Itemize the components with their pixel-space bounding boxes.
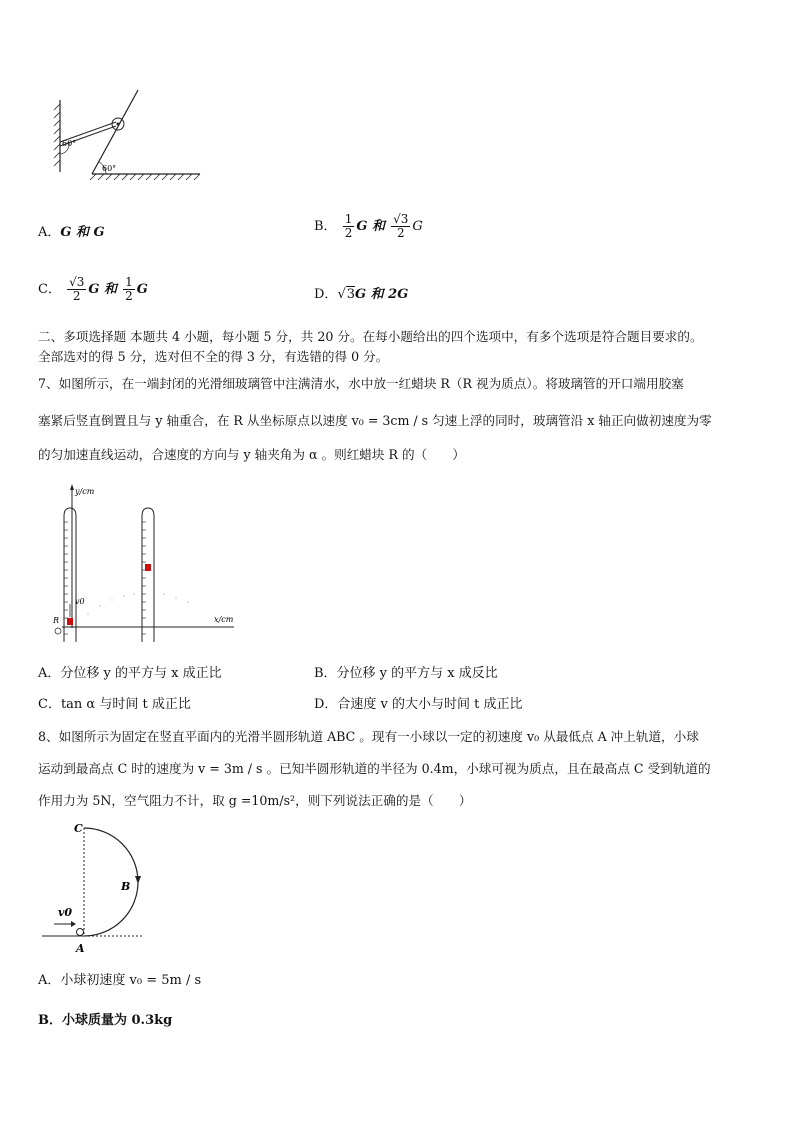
q7-line2: 塞紧后竖直倒置且与 y 轴重合，在 R 从坐标原点以速度 v₀ = 3cm / s 匀速上浮的同时，玻璃管沿 x 轴正向做初速度为零 bbox=[38, 413, 712, 428]
q7-option-c: C．tan α 与时间 t 成正比 bbox=[38, 697, 191, 712]
fraction-sqrt3-half: $\frac{√3}{2}$ bbox=[393, 212, 409, 240]
q8-line1: 8、如图所示为固定在竖直平面内的光滑半圆形轨道 ABC 。现有一小球以一定的初速度 v₀ 从最低点 A 冲上轨道，小球 bbox=[38, 729, 699, 744]
point-b-label: B bbox=[121, 880, 131, 893]
angle-floor-label: 60° bbox=[102, 164, 117, 173]
q6-option-c: C． $\frac{√3}{2}$ G 和 $\frac{1}{2}$ G bbox=[38, 275, 148, 303]
q8-line3: 作用力为 5N，空气阻力不计，取 g =10m/s²，则下列说法正确的是（ ） bbox=[38, 793, 472, 808]
y-axis-label: y/cm bbox=[75, 487, 95, 496]
q7-line1: 7、如图所示，在一端封闭的光滑细玻璃管中注满清水，水中放一红蜡块 R（R 视为质点）。将玻璃管的开口端用胶塞 bbox=[38, 376, 684, 391]
q6-option-a: A．G 和 G bbox=[38, 225, 105, 240]
q8-line2: 运动到最高点 C 时的速度为 v = 3m / s 。已知半圆形轨道的半径为 0.4m，小球可视为质点，且在最高点 C 受到轨道的 bbox=[38, 761, 711, 776]
fraction-half: $\frac{1}{2}$ bbox=[125, 275, 133, 303]
r-label: R bbox=[53, 616, 60, 625]
q7-option-b: B．分位移 y 的平方与 x 成反比 bbox=[314, 666, 498, 681]
x-axis-label: x/cm bbox=[214, 615, 234, 624]
v0-label: v0 bbox=[75, 597, 85, 606]
q8-option-b: B．小球质量为 0.3kg bbox=[38, 1013, 173, 1028]
section2-line1: 二、多项选择题 本题共 4 小题，每小题 5 分，共 20 分。在每小题给出的四个选项中，有多个选项是符合题目要求的。 bbox=[38, 329, 703, 344]
fraction-half: $\frac{1}{2}$ bbox=[344, 212, 353, 240]
point-a-label: A bbox=[76, 942, 85, 955]
q7-line3: 的匀加速直线运动，合速度的方向与 y 轴夹角为 α 。则红蜡块 R 的（ ） bbox=[38, 447, 465, 462]
q7-option-a: A．分位移 y 的平方与 x 成正比 bbox=[38, 666, 222, 681]
q7-figure bbox=[48, 482, 248, 652]
section2-line2: 全部选对的得 5 分，选对但不全的得 3 分，有选错的得 0 分。 bbox=[38, 349, 389, 364]
v0-label: v0 bbox=[58, 906, 73, 919]
q6-option-b: B． $\frac{1}{2}$ G 和 $\frac{√3}{2}$ G bbox=[314, 212, 423, 240]
red-wax-block bbox=[67, 618, 73, 625]
q6-option-d: D．√3G 和 2G bbox=[314, 287, 409, 302]
q8-figure bbox=[40, 818, 160, 958]
angle-wall-label: 60° bbox=[62, 139, 77, 148]
q8-option-a: A．小球初速度 v₀ = 5m / s bbox=[38, 973, 202, 988]
point-c-label: C bbox=[74, 822, 83, 835]
q7-option-d: D．合速度 v 的大小与时间 t 成正比 bbox=[314, 697, 523, 712]
fraction-sqrt3-half: $\frac{√3}{2}$ bbox=[69, 275, 85, 303]
q6-figure bbox=[50, 88, 210, 188]
red-wax-block-moved bbox=[145, 564, 151, 571]
